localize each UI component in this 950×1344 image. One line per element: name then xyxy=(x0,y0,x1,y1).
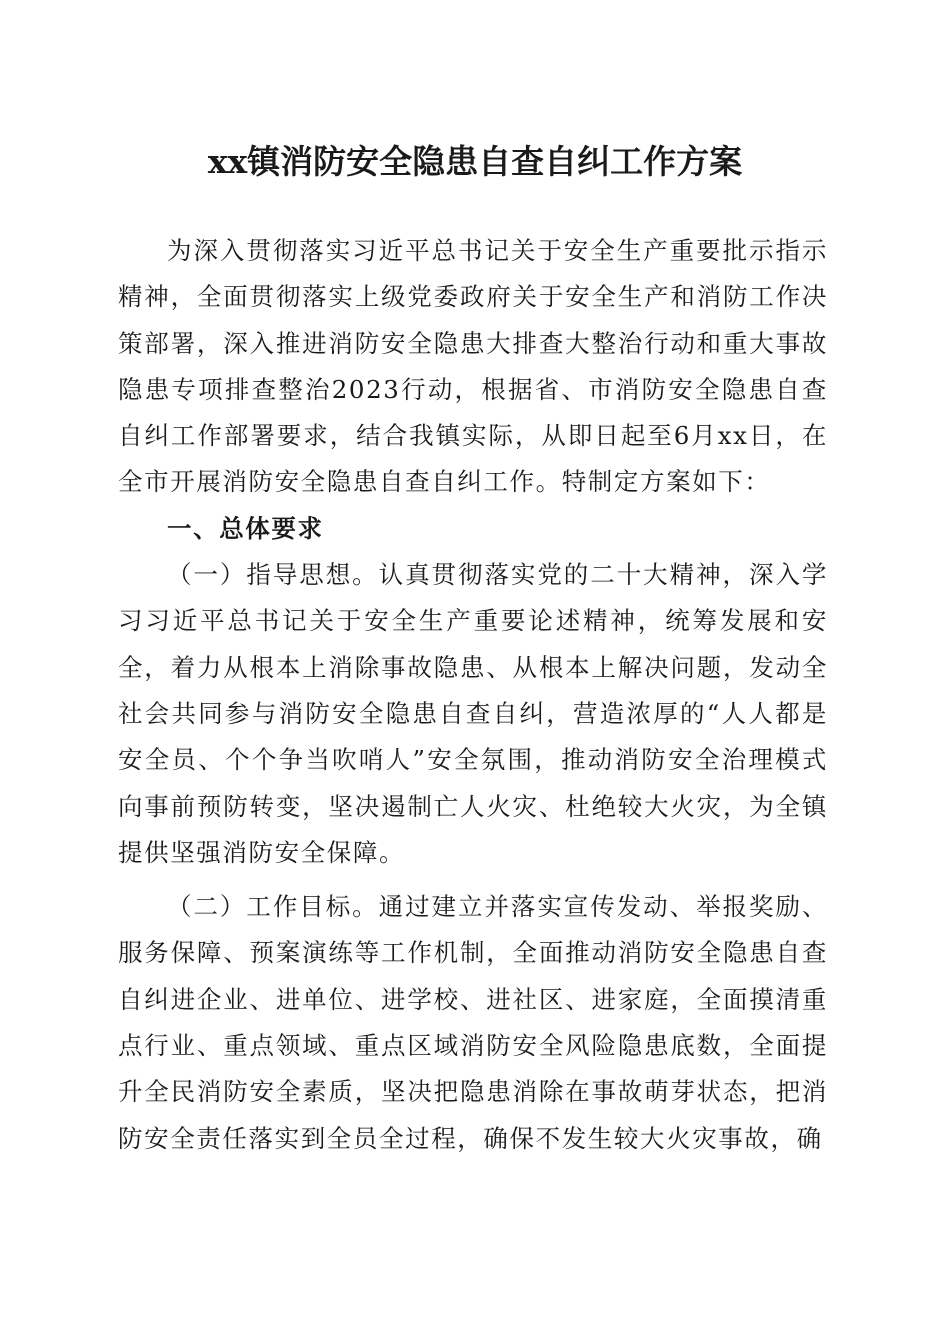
document-body xyxy=(118,228,828,1162)
guiding-ideology-paragraph: （一）指导思想。认真贯彻落实党的二十大精神，深入学习习近平总书记关于安全生产重要论述精神，统筹发展和安全，着力从根本上消除事故隐患、从根本上解决问题，发动全社会共同参与消防安全隐患自查自纠，营造浓厚的“人人都是安全员、个个争当吹哨人”安全氛围，推动消防安全治理模式向事前预防转变，坚决遏制亡人火灾、杜绝较大火灾，为全镇提供坚强消防安全保障。 xyxy=(118,560,828,867)
section-heading-overall-requirements: 一、总体要求 xyxy=(167,513,324,543)
work-goals-paragraph: （二）工作目标。通过建立并落实宣传发动、举报奖励、服务保障、预案演练等工作机制，全面推动消防安全隐患自查自纠进企业、进单位、进学校、进社区、进家庭，全面摸清重点行业、重点领域、重点区域消防安全风险隐患底数，全面提升全民消防安全素质，坚决把隐患消除在事故萌芽状态，把消防安全责任落实到全员全过程，确保不发生较大火灾事故，确 xyxy=(118,892,828,1153)
document-title: xx镇消防安全隐患自查自纠工作方案 xyxy=(207,142,743,181)
paragraph-gap xyxy=(118,876,828,884)
intro-paragraph: 为深入贯彻落实习近平总书记关于安全生产重要批示指示精神，全面贯彻落实上级党委政府关于安全生产和消防工作决策部署，深入推进消防安全隐患大排查大整治行动和重大事故隐患专项排查整治2023行动，根据省、市消防安全隐患自查自纠工作部署要求，结合我镇实际，从即日起至6月xx日，在全市开展消防安全隐患自查自纠工作。特制定方案如下： xyxy=(118,236,828,497)
